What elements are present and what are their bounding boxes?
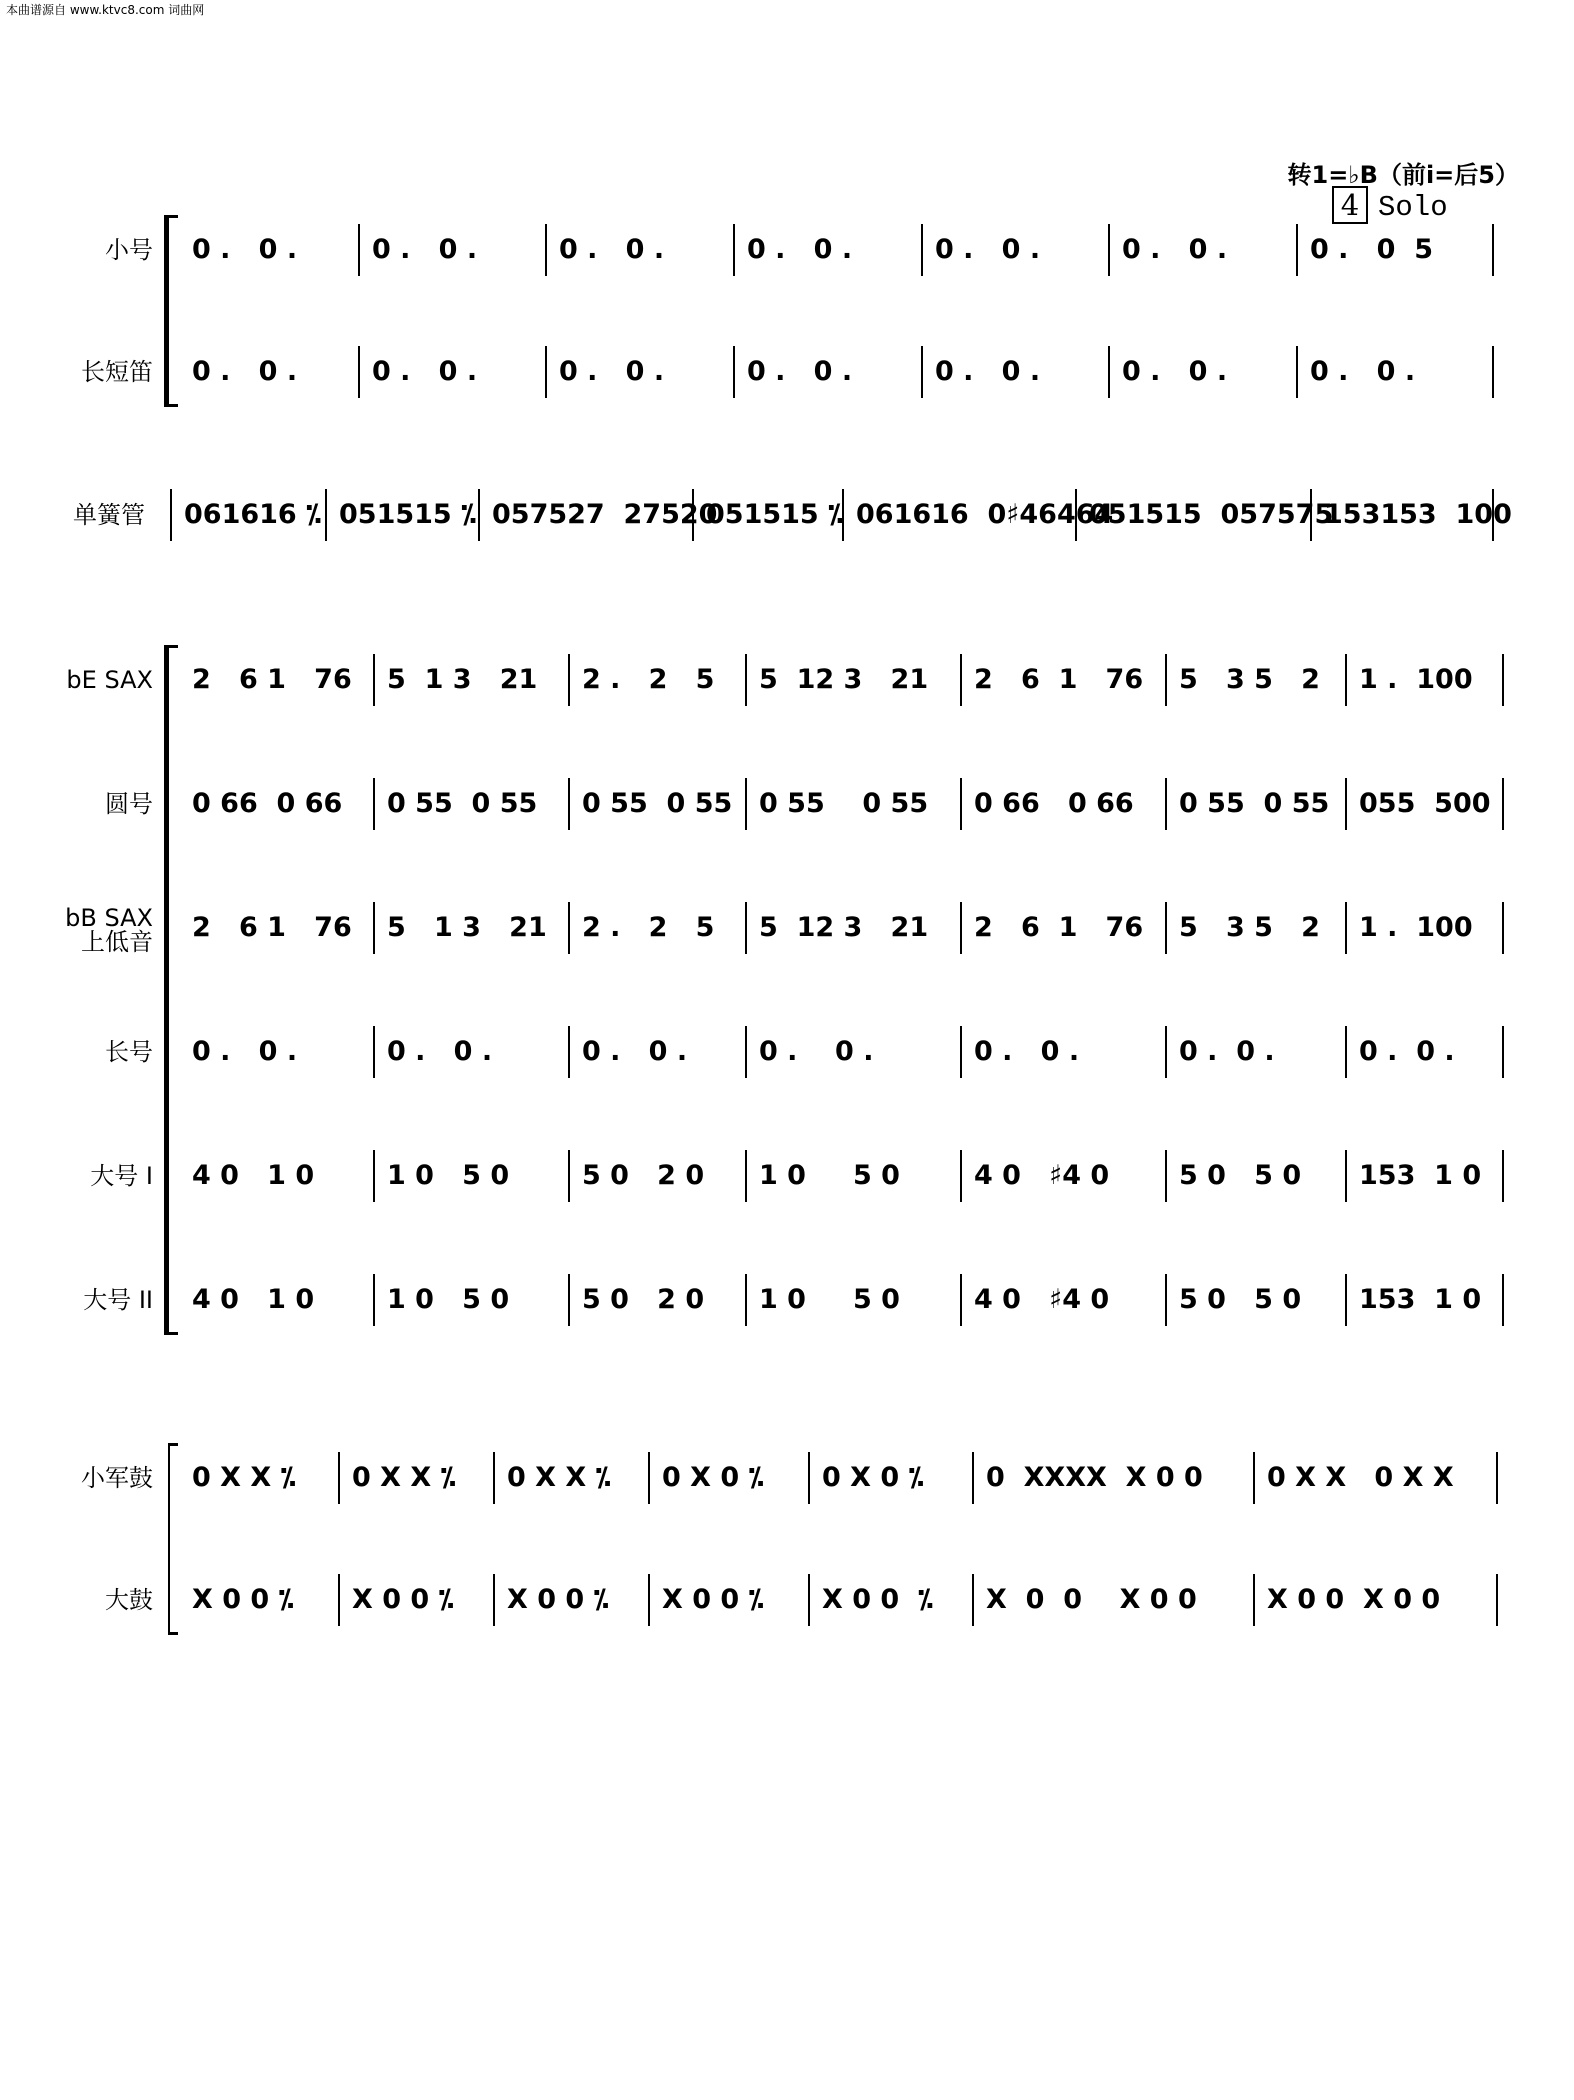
- staff4-measure: X 0 0 ⁒: [507, 1584, 609, 1615]
- staff1-measure: 0 . 0 .: [372, 234, 478, 265]
- staff1-measure: 0 . 0 .: [1310, 356, 1416, 387]
- staff3-part-label: 大号 I: [90, 1162, 153, 1190]
- staff1-measure: 0 . 0 .: [1122, 234, 1228, 265]
- staff2-barline: [170, 489, 172, 541]
- staff1-measure: 0 . 0 .: [935, 356, 1041, 387]
- staff3-measure: 0 55 0 55: [759, 788, 929, 819]
- staff3-part-label: bE SAX: [66, 666, 153, 694]
- staff1-measure: 0 . 0 .: [192, 356, 298, 387]
- staff1-measure: 0 . 0 5: [1310, 234, 1434, 265]
- staff3-barline: [1165, 1026, 1167, 1078]
- staff3-measure: 5 0 2 0: [582, 1160, 705, 1191]
- staff3-measure: 055 500: [1359, 788, 1491, 819]
- staff3-barline: [960, 654, 962, 706]
- staff2-measure: 153153 100: [1324, 499, 1512, 530]
- staff1-measure: 0 . 0 .: [935, 234, 1041, 265]
- staff3-measure: 2 . 2 5: [582, 912, 715, 943]
- staff2-barline: [325, 489, 327, 541]
- staff3-part-label: 大号 II: [83, 1286, 153, 1314]
- staff3-barline: [745, 654, 747, 706]
- staff3-barline: [960, 1150, 962, 1202]
- staff3-measure: 0 66 0 66: [192, 788, 343, 819]
- staff4-measure: 0 X X ⁒: [507, 1462, 611, 1493]
- staff1-measure: 0 . 0 .: [559, 356, 665, 387]
- staff2-measure: 051515 ⁒: [339, 499, 477, 530]
- staff3-measure: 5 0 5 0: [1179, 1284, 1302, 1315]
- staff3-measure: 1 . 100: [1359, 912, 1473, 943]
- staff3-measure: 0 55 0 55: [1179, 788, 1330, 819]
- staff4-brace: [168, 1443, 170, 1635]
- staff1-barline: [1296, 224, 1298, 276]
- staff3-measure: 5 0 2 0: [582, 1284, 705, 1315]
- staff3-barline: [373, 654, 375, 706]
- staff3-barline: [960, 778, 962, 830]
- staff4-barline: [493, 1574, 495, 1626]
- staff2-measure: 061616 0♯46464: [856, 499, 1114, 530]
- staff3-measure: 0 . 0 .: [974, 1036, 1080, 1067]
- staff3-measure: 1 . 100: [1359, 664, 1473, 695]
- staff4-measure: X 0 0 X 0 0: [1267, 1584, 1441, 1615]
- staff3-measure: 5 3 5 2: [1179, 912, 1320, 943]
- staff3-barline: [373, 1026, 375, 1078]
- staff3-measure: 153 1 0: [1359, 1160, 1482, 1191]
- staff4-part-label: 大鼓: [105, 1586, 153, 1614]
- staff3-bracket-bottom: [164, 1332, 178, 1335]
- staff3-measure: 2 . 2 5: [582, 664, 715, 695]
- staff4-measure: X 0 0 ⁒: [662, 1584, 764, 1615]
- staff3-measure: 2 6 1 76: [192, 912, 352, 943]
- staff3-barline: [1345, 654, 1347, 706]
- staff3-measure: 0 . 0 .: [192, 1036, 298, 1067]
- staff4-measure: 0 X 0 ⁒: [822, 1462, 924, 1493]
- staff3-measure: 5 1 3 21: [387, 912, 547, 943]
- staff4-measure: 0 XXXX X 0 0: [986, 1462, 1203, 1493]
- staff4-barline: [972, 1574, 974, 1626]
- staff3-measure: 2 6 1 76: [974, 664, 1144, 695]
- staff1-measure: 0 . 0 .: [747, 234, 853, 265]
- staff4-barline: [1253, 1574, 1255, 1626]
- staff1-barline: [545, 346, 547, 398]
- staff4-part-label: 小军鼓: [81, 1464, 153, 1492]
- staff3-barline: [1502, 1026, 1504, 1078]
- staff3-measure: 4 0 1 0: [192, 1284, 315, 1315]
- staff3-measure: 0 55 0 55: [387, 788, 538, 819]
- staff4-measure: X 0 0 ⁒: [352, 1584, 454, 1615]
- staff3-barline: [745, 1026, 747, 1078]
- staff3-barline: [373, 902, 375, 954]
- staff4-brace-top: [168, 1443, 178, 1446]
- staff3-measure: 0 . 0 .: [387, 1036, 493, 1067]
- staff1-bracket-bottom: [164, 404, 178, 407]
- staff1-barline: [733, 224, 735, 276]
- staff1-measure: 0 . 0 .: [559, 234, 665, 265]
- staff1-barline: [921, 224, 923, 276]
- staff1-barline: [1108, 346, 1110, 398]
- staff3-barline: [1165, 1274, 1167, 1326]
- staff3-measure: 2 6 1 76: [192, 664, 352, 695]
- staff3-barline: [1165, 902, 1167, 954]
- rehearsal-number: 4: [1332, 186, 1368, 224]
- staff3-measure: 0 66 0 66: [974, 788, 1134, 819]
- staff3-measure: 4 0 ♯4 0: [974, 1160, 1110, 1191]
- source-watermark: 本曲谱源自 www.ktvc8.com 词曲网: [6, 3, 205, 17]
- staff1-measure: 0 . 0 .: [192, 234, 298, 265]
- staff3-barline: [960, 1026, 962, 1078]
- staff3-measure: 5 0 5 0: [1179, 1160, 1302, 1191]
- staff4-barline: [648, 1574, 650, 1626]
- staff3-barline: [568, 1274, 570, 1326]
- staff3-barline: [745, 778, 747, 830]
- staff1-barline: [1492, 224, 1494, 276]
- staff3-measure: 153 1 0: [1359, 1284, 1482, 1315]
- staff1-measure: 0 . 0 .: [372, 356, 478, 387]
- staff4-barline: [972, 1452, 974, 1504]
- key-change-marking: 转1=♭B（前i̇=后5）: [1287, 161, 1519, 189]
- staff4-measure: X 0 0 ⁒: [192, 1584, 294, 1615]
- staff3-barline: [568, 654, 570, 706]
- staff3-bracket: [164, 645, 169, 1335]
- staff3-part-label: bB SAX 上低音: [65, 904, 153, 956]
- staff3-barline: [373, 778, 375, 830]
- staff4-barline: [1496, 1574, 1498, 1626]
- staff3-barline: [1165, 1150, 1167, 1202]
- staff3-barline: [1345, 1274, 1347, 1326]
- staff3-barline: [1345, 902, 1347, 954]
- staff4-barline: [808, 1574, 810, 1626]
- staff1-measure: 0 . 0 .: [747, 356, 853, 387]
- staff4-brace-bottom: [168, 1632, 178, 1635]
- staff1-part-label: 长短笛: [81, 358, 153, 386]
- staff3-measure: 5 12 3 21: [759, 912, 929, 943]
- staff2-measure: 051515 ⁒: [706, 499, 844, 530]
- staff3-barline: [568, 1150, 570, 1202]
- staff2-barline: [478, 489, 480, 541]
- staff3-measure: 0 55 0 55: [582, 788, 733, 819]
- staff3-barline: [745, 1274, 747, 1326]
- staff3-barline: [568, 1026, 570, 1078]
- staff2-measure: 061616 ⁒: [184, 499, 322, 530]
- staff1-barline: [1492, 346, 1494, 398]
- staff2-part-label: 单簧管: [73, 501, 145, 529]
- staff2-measure: 051515 057575: [1089, 499, 1334, 530]
- staff3-measure: 2 6 1 76: [974, 912, 1144, 943]
- staff3-measure: 1 0 5 0: [387, 1160, 510, 1191]
- staff3-barline: [960, 902, 962, 954]
- staff3-measure: 0 . 0 .: [582, 1036, 688, 1067]
- staff1-barline: [1108, 224, 1110, 276]
- staff3-barline: [1345, 778, 1347, 830]
- staff1-barline: [358, 224, 360, 276]
- staff4-barline: [648, 1452, 650, 1504]
- staff2-measure: 057527 27520: [492, 499, 718, 530]
- staff3-measure: 1 0 5 0: [759, 1160, 900, 1191]
- rehearsal-mark: [1332, 186, 1448, 224]
- staff4-measure: 0 X 0 ⁒: [662, 1462, 764, 1493]
- staff3-measure: 0 . 0 .: [1179, 1036, 1275, 1067]
- staff3-barline: [1345, 1026, 1347, 1078]
- staff3-measure: 0 . 0 .: [759, 1036, 874, 1067]
- staff4-barline: [808, 1452, 810, 1504]
- staff3-barline: [1502, 1274, 1504, 1326]
- staff3-measure: 1 0 5 0: [387, 1284, 510, 1315]
- staff3-barline: [745, 1150, 747, 1202]
- staff4-barline: [338, 1574, 340, 1626]
- staff4-barline: [1496, 1452, 1498, 1504]
- staff4-measure: 0 X X ⁒: [192, 1462, 296, 1493]
- staff1-barline: [733, 346, 735, 398]
- staff1-bracket: [164, 215, 169, 407]
- staff1-barline: [545, 224, 547, 276]
- staff3-barline: [568, 778, 570, 830]
- staff1-barline: [358, 346, 360, 398]
- staff3-measure: 0 . 0 .: [1359, 1036, 1455, 1067]
- staff3-part-label: 圆号: [105, 790, 153, 818]
- staff4-measure: 0 X X 0 X X: [1267, 1462, 1454, 1493]
- staff3-barline: [1165, 654, 1167, 706]
- staff3-barline: [1165, 778, 1167, 830]
- staff3-measure: 5 12 3 21: [759, 664, 929, 695]
- staff3-measure: 5 1 3 21: [387, 664, 538, 695]
- staff3-barline: [1502, 778, 1504, 830]
- staff3-measure: 1 0 5 0: [759, 1284, 900, 1315]
- staff3-barline: [745, 902, 747, 954]
- staff1-barline: [921, 346, 923, 398]
- staff3-barline: [568, 902, 570, 954]
- staff4-barline: [338, 1452, 340, 1504]
- staff3-barline: [1502, 654, 1504, 706]
- staff3-measure: 4 0 ♯4 0: [974, 1284, 1110, 1315]
- staff3-measure: 5 3 5 2: [1179, 664, 1320, 695]
- staff3-part-label: 长号: [105, 1038, 153, 1066]
- staff3-bracket-top: [164, 645, 178, 648]
- staff3-barline: [1502, 902, 1504, 954]
- staff4-measure: 0 X X ⁒: [352, 1462, 456, 1493]
- staff1-measure: 0 . 0 .: [1122, 356, 1228, 387]
- staff3-barline: [1345, 1150, 1347, 1202]
- staff1-barline: [1296, 346, 1298, 398]
- staff3-barline: [1502, 1150, 1504, 1202]
- staff1-part-label: 小号: [105, 236, 153, 264]
- staff1-bracket-top: [164, 215, 178, 218]
- staff4-measure: X 0 0 ⁒: [822, 1584, 934, 1615]
- staff3-barline: [373, 1150, 375, 1202]
- staff4-barline: [1253, 1452, 1255, 1504]
- staff3-barline: [373, 1274, 375, 1326]
- staff3-measure: 4 0 1 0: [192, 1160, 315, 1191]
- staff4-measure: X 0 0 X 0 0: [986, 1584, 1197, 1615]
- staff3-barline: [960, 1274, 962, 1326]
- solo-marking: Solo: [1378, 191, 1448, 224]
- staff4-barline: [493, 1452, 495, 1504]
